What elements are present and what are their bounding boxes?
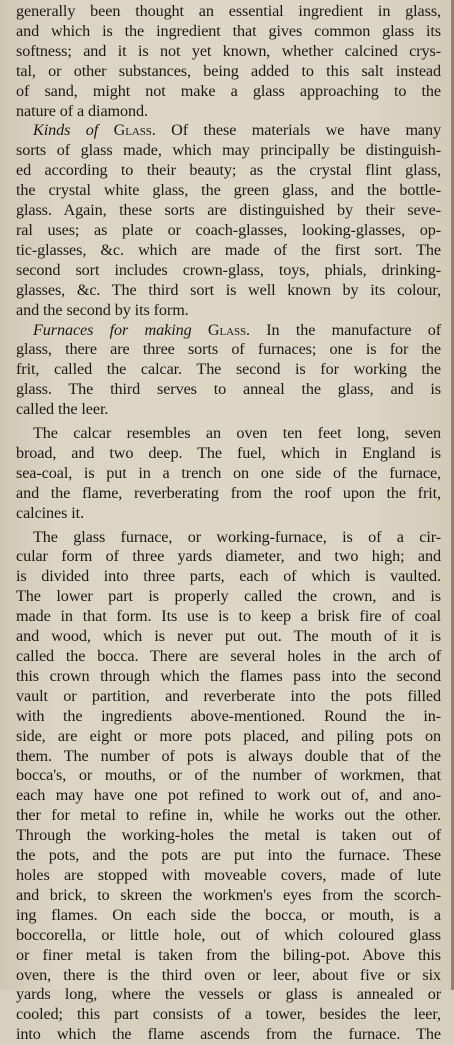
text-line: called the leer. [16, 400, 109, 419]
text-line: oven, there is the third oven or leer, about five or six [16, 965, 441, 984]
text-line: broad, and two deep. The fuel, which in England is [16, 443, 441, 462]
paragraph-glass-furnace [16, 528, 441, 1045]
text-line: tal, or other substances, being added to this salt instead [16, 61, 441, 80]
text-line: generally been thought an essential ingredient in glass, [16, 2, 441, 20]
text-line: with the ingredients above-mentioned. Round the in- [16, 706, 441, 725]
text-line: tic-glasses, &c. which are made of the first sort. The [16, 240, 441, 259]
text-line: and brick, to skreen the workmen's eyes from the scorch- [16, 885, 441, 904]
text-line: this crown through which the flames pass into the second [16, 666, 441, 685]
text-line: The glass furnace, or working-furnace, is of a cir- [33, 527, 441, 546]
text-line: and which is the ingredient that gives common glass its [16, 21, 441, 40]
heading-italic: Furnaces for making [33, 320, 192, 339]
text-line: boccorella, or little hole, out of which coloured glass [16, 925, 441, 944]
text-line: cooled; this part consists of a tower, besides the leer, [16, 1005, 441, 1024]
text-line: or finer metal is taken from the biling-pot. Above this [16, 945, 441, 964]
text-line: glass, there are three sorts of furnaces; one is for the [16, 340, 441, 359]
paragraph-kinds-of-glass [16, 121, 441, 320]
text-line: frit, called the calcar. The second is for working the [16, 360, 441, 379]
section-heading-line [16, 321, 441, 341]
text-line: ing flames. On each side the bocca, or mouth, is a [16, 905, 441, 924]
text-line: In the manufacture of [266, 320, 441, 339]
text-line: nature of a diamond. [16, 101, 148, 120]
text-line: glass. Again, these sorts are distinguished by their seve- [16, 201, 441, 220]
text-line: the crystal white glass, the green glass, and the bottle- [16, 181, 441, 200]
text-line: The calcar resembles an oven ten feet long, seven [33, 424, 441, 443]
text-line: made in that form. Its use is to keep a brisk fire of coal [16, 607, 441, 626]
text-line: vault or partition, and reverberate into the pots filled [16, 686, 441, 705]
text-line: holes are stopped with moveable covers, made of lute [16, 865, 441, 884]
text-line: of sand, might not make a glass approaching to the [16, 81, 441, 100]
text-line: the pots, and the pots are put into the furnace. These [16, 846, 441, 865]
text-line: bocca's, or mouths, or of the number of workmen, that [16, 766, 441, 785]
text-line: second sort includes crown-glass, toys, phials, drinking- [16, 260, 441, 279]
text-line: called the bocca. There are several holes in the arch of [16, 647, 441, 665]
text-line: sorts of glass made, which may principally be distinguish- [16, 141, 441, 160]
text-line: glasses, &c. The third sort is well known by its colour, [16, 280, 441, 299]
text-line: them. The number of pots is always double that of the [16, 746, 441, 765]
text-line: glass. The third serves to anneal the glass, and is [16, 380, 441, 399]
heading-caps: Glass. [207, 320, 250, 339]
text-line: each may have one pot refined to work out of, and ano- [16, 786, 441, 805]
text-line: ed according to their beauty; as the crystal flint glass, [16, 161, 441, 180]
paragraph-furnaces [16, 321, 441, 421]
text-line: Of these materials we have many [171, 121, 442, 140]
text-line: side, are eight or more pots placed, and piling pots on [16, 726, 441, 745]
text-line: cular form of three yards diameter, and two high; and [16, 547, 441, 566]
paragraph-1 [16, 2, 441, 121]
text-line: ther for metal to refine in, while he works out the other. [16, 806, 441, 825]
text-line: softness; and it is not yet known, whether calcined crys- [16, 41, 441, 60]
section-heading [33, 321, 250, 339]
section-heading-line [16, 121, 441, 141]
text-line: and the flame, reverberating from the roof upon the frit, [16, 483, 441, 502]
text-line: sea-coal, is put in a trench on one side of the furnace, [16, 463, 441, 482]
heading-italic: Kinds of [33, 121, 99, 140]
text-line: Through the working-holes the metal is taken out of [16, 826, 441, 845]
text-line: The lower part is properly called the crown, and is [16, 587, 441, 606]
text-line: and wood, which is never put out. The mouth of it is [16, 627, 441, 646]
text-line: ral uses; as plate or coach-glasses, looking-glasses, op- [16, 220, 441, 239]
heading-caps: Glass. [113, 121, 156, 140]
text-line: into which the flame ascends from the furnace. The [16, 1025, 441, 1044]
text-line: is divided into three parts, each of which is vaulted. [16, 567, 441, 586]
text-line: yards long, where the vessels or glass is annealed or [16, 985, 441, 1004]
text-line: and the second by its form. [16, 300, 189, 319]
section-heading [33, 121, 156, 139]
paragraph-calcar [16, 424, 441, 524]
text-line: calcines it. [16, 503, 85, 522]
